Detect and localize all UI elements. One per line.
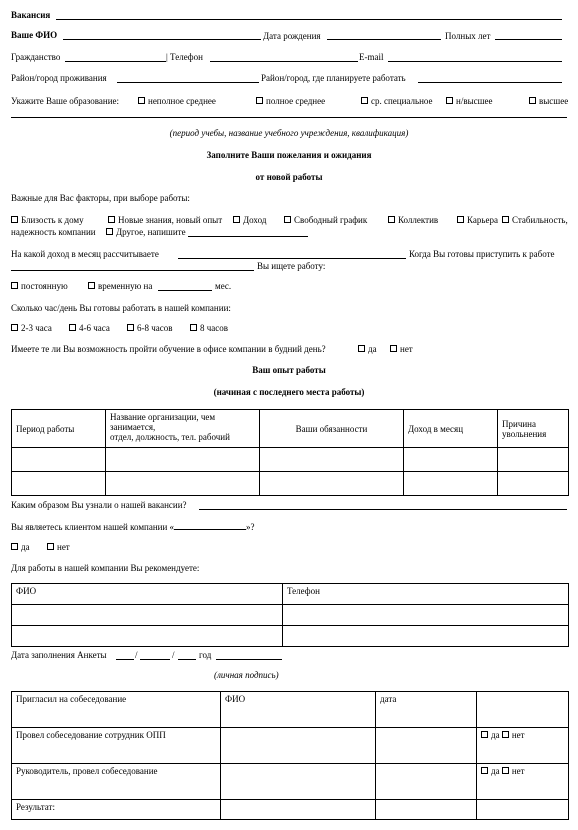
birth-date-label: Дата рождения — [263, 31, 321, 41]
experience-subtitle: (начиная с последнего места работы) — [213, 387, 365, 397]
ready-label: Когда Вы готовы приступить к работе — [409, 249, 555, 259]
checkbox-icon — [11, 324, 18, 331]
factor-new-knowledge[interactable]: Новые знания, новый опыт — [108, 215, 222, 226]
edu-option-higher[interactable]: высшее — [529, 96, 568, 107]
checkbox-icon — [481, 731, 488, 738]
district-label: Район/город проживания — [11, 73, 107, 83]
fill-year-field[interactable] — [178, 659, 196, 660]
checkbox-icon — [11, 282, 18, 289]
factor-team[interactable]: Коллектив — [388, 215, 438, 226]
checkbox-icon — [361, 97, 368, 104]
header-duties: Ваши обязанности — [260, 410, 404, 448]
table-cell[interactable] — [477, 692, 569, 728]
income-field[interactable] — [178, 258, 406, 259]
interview-table — [11, 691, 569, 820]
table-row — [12, 605, 569, 626]
hours-label: Сколько час/день Вы готовы работать в нашей компании: — [11, 303, 231, 313]
table-cell[interactable] — [260, 472, 404, 496]
company-name-field[interactable] — [174, 521, 246, 530]
conducted-yes-no — [477, 728, 569, 764]
table-cell[interactable] — [376, 764, 477, 800]
checkbox-icon — [284, 216, 291, 223]
year-label: год — [199, 650, 212, 660]
temporary-months-field[interactable] — [158, 290, 212, 291]
birth-date-field[interactable] — [327, 39, 441, 40]
checkbox-icon — [106, 228, 113, 235]
training-label: Имеете те ли Вы возможность пройти обучение в офисе компании в будний день? — [11, 344, 326, 354]
age-label: Полных лет — [445, 31, 491, 41]
wishes-title: Заполните Ваши пожелания и ожидания — [206, 150, 372, 160]
date-separator: / — [135, 650, 138, 660]
table-cell[interactable] — [376, 800, 477, 820]
manager-label: Руководитель, провел собеседование — [12, 764, 221, 800]
edu-option-incomplete-higher[interactable]: н/высшее — [446, 96, 493, 107]
checkbox-icon — [502, 731, 509, 738]
header-period: Период работы — [12, 410, 106, 448]
checkbox-icon — [502, 767, 509, 774]
education-note: (период учебы, название учебного учреждения, квалификация) — [169, 128, 409, 138]
recommend-table — [11, 583, 569, 647]
header-organization: Название организации, чем занимается, отдел, должность, тел. рабочий — [106, 410, 260, 448]
header-rec-fio: ФИО — [12, 584, 283, 605]
conducted-yes[interactable]: да — [481, 730, 500, 740]
table-row — [12, 448, 569, 472]
recommend-label: Для работы в нашей компании Вы рекомендуете: — [11, 563, 200, 573]
header-reason: Причина увольнения — [498, 410, 569, 448]
factor-proximity[interactable]: Близость к дому — [11, 215, 84, 226]
checkbox-icon — [256, 97, 263, 104]
table-cell[interactable] — [498, 472, 569, 496]
table-cell[interactable] — [477, 800, 569, 820]
citizenship-field[interactable] — [65, 61, 166, 62]
citizenship-label: Гражданство — [11, 52, 61, 62]
fill-date-label: Дата заполнения Анкеты — [11, 650, 107, 660]
experience-table — [11, 409, 569, 496]
conducted-no[interactable]: нет — [502, 730, 525, 740]
source-field[interactable] — [199, 509, 567, 510]
checkbox-icon — [138, 97, 145, 104]
signature-note: (личная подпись) — [214, 670, 279, 680]
table-cell[interactable] — [376, 728, 477, 764]
factor-other[interactable]: Другое, напишите — [106, 227, 186, 238]
age-field[interactable] — [495, 39, 562, 40]
table-cell[interactable] — [404, 472, 498, 496]
work-district-field[interactable] — [418, 82, 562, 83]
ready-field[interactable] — [11, 270, 254, 271]
table-cell[interactable] — [12, 472, 106, 496]
header-interview-date: дата — [376, 692, 477, 728]
hours-2-3[interactable]: 2-3 часа — [11, 323, 52, 334]
checkbox-icon — [502, 216, 509, 223]
checkbox-icon — [390, 345, 397, 352]
source-label: Каким образом Вы узнали о нашей вакансии? — [11, 500, 187, 510]
table-row — [12, 626, 569, 647]
table-cell[interactable] — [106, 448, 260, 472]
hours-8[interactable]: 8 часов — [190, 323, 228, 334]
table-row — [12, 472, 569, 496]
checkbox-icon — [481, 767, 488, 774]
signature-field[interactable] — [216, 659, 282, 660]
hours-4-6[interactable]: 4-6 часа — [69, 323, 110, 334]
seek-label: Вы ищете работу: — [257, 261, 326, 271]
training-yes[interactable]: да — [358, 344, 377, 355]
client-no[interactable]: нет — [47, 542, 70, 553]
invited-label: Пригласил на собеседование — [12, 692, 221, 728]
checkbox-icon — [11, 543, 18, 550]
checkbox-icon — [446, 97, 453, 104]
checkbox-icon — [47, 543, 54, 550]
factor-career[interactable]: Карьера — [457, 215, 498, 226]
email-field[interactable] — [388, 61, 562, 62]
table-cell[interactable] — [404, 448, 498, 472]
edu-option-incomplete-secondary[interactable]: неполное среднее — [138, 96, 216, 107]
header-rec-phone: Телефон — [283, 584, 569, 605]
factor-flexible-schedule[interactable]: Свободный график — [284, 215, 367, 226]
months-label: мес. — [215, 281, 232, 291]
email-label: E-mail — [359, 52, 384, 62]
edu-option-full-secondary[interactable]: полное среднее — [256, 96, 325, 107]
checkbox-icon — [69, 324, 76, 331]
checkbox-icon — [190, 324, 197, 331]
manager-yes[interactable]: да — [481, 766, 500, 776]
table-cell[interactable] — [12, 448, 106, 472]
table-cell[interactable] — [12, 626, 283, 647]
table-cell[interactable] — [498, 448, 569, 472]
table-cell[interactable] — [260, 448, 404, 472]
factor-income[interactable]: Доход — [233, 215, 266, 226]
manager-yes-no — [477, 764, 569, 800]
seek-temporary[interactable]: временную на — [88, 281, 152, 292]
manager-no[interactable]: нет — [502, 766, 525, 776]
hours-6-8[interactable]: 6-8 часов — [127, 323, 173, 334]
factors-label: Важные для Вас факторы, при выборе работы: — [11, 193, 190, 203]
checkbox-icon — [127, 324, 134, 331]
table-cell[interactable] — [106, 472, 260, 496]
checkbox-icon — [388, 216, 395, 223]
phone-label: | Телефон — [166, 52, 203, 62]
result-label: Результат: — [12, 800, 221, 820]
checkbox-icon — [529, 97, 536, 104]
checkbox-icon — [233, 216, 240, 223]
date-separator: / — [172, 650, 175, 660]
wishes-subtitle: от новой работы — [255, 172, 323, 182]
table-cell[interactable] — [283, 605, 569, 626]
phone-field[interactable] — [210, 61, 358, 62]
conducted-label: Провел собеседование сотрудник ОПП — [12, 728, 221, 764]
checkbox-icon — [88, 282, 95, 289]
checkbox-icon — [457, 216, 464, 223]
work-district-label: Район/город, где планируете работать — [261, 73, 406, 83]
checkbox-icon — [11, 216, 18, 223]
training-no[interactable]: нет — [390, 344, 413, 355]
factor-stability[interactable]: Стабильность, — [502, 215, 568, 226]
experience-title: Ваш опыт работы — [252, 365, 326, 375]
factor-stability-cont: надежность компании — [11, 227, 96, 237]
table-cell[interactable] — [12, 605, 283, 626]
checkbox-icon — [358, 345, 365, 352]
header-income: Доход в месяц — [404, 410, 498, 448]
client-label: Вы являетесь клиентом нашей компании « »? — [11, 522, 255, 532]
district-field[interactable] — [117, 82, 259, 83]
vacancy-field[interactable] — [56, 19, 562, 20]
table-cell[interactable] — [221, 764, 376, 800]
fio-field[interactable] — [63, 39, 261, 40]
vacancy-label: Вакансия — [11, 10, 51, 20]
checkbox-icon — [108, 216, 115, 223]
fill-day-field[interactable] — [116, 659, 134, 660]
edu-option-special-secondary[interactable]: ср. специальное — [361, 96, 433, 107]
table-cell[interactable] — [221, 800, 376, 820]
table-cell[interactable] — [283, 626, 569, 647]
header-interview-fio: ФИО — [221, 692, 376, 728]
seek-permanent[interactable]: постоянную — [11, 281, 68, 292]
fio-label: Ваше ФИО — [11, 30, 58, 40]
client-yes[interactable]: да — [11, 542, 30, 553]
income-label: На какой доход в месяц рассчитываете — [11, 249, 159, 259]
education-details-field[interactable] — [11, 117, 567, 118]
education-label: Укажите Ваше образование: — [11, 96, 120, 106]
table-cell[interactable] — [221, 728, 376, 764]
fill-month-field[interactable] — [140, 659, 170, 660]
factor-other-field[interactable] — [188, 236, 308, 237]
